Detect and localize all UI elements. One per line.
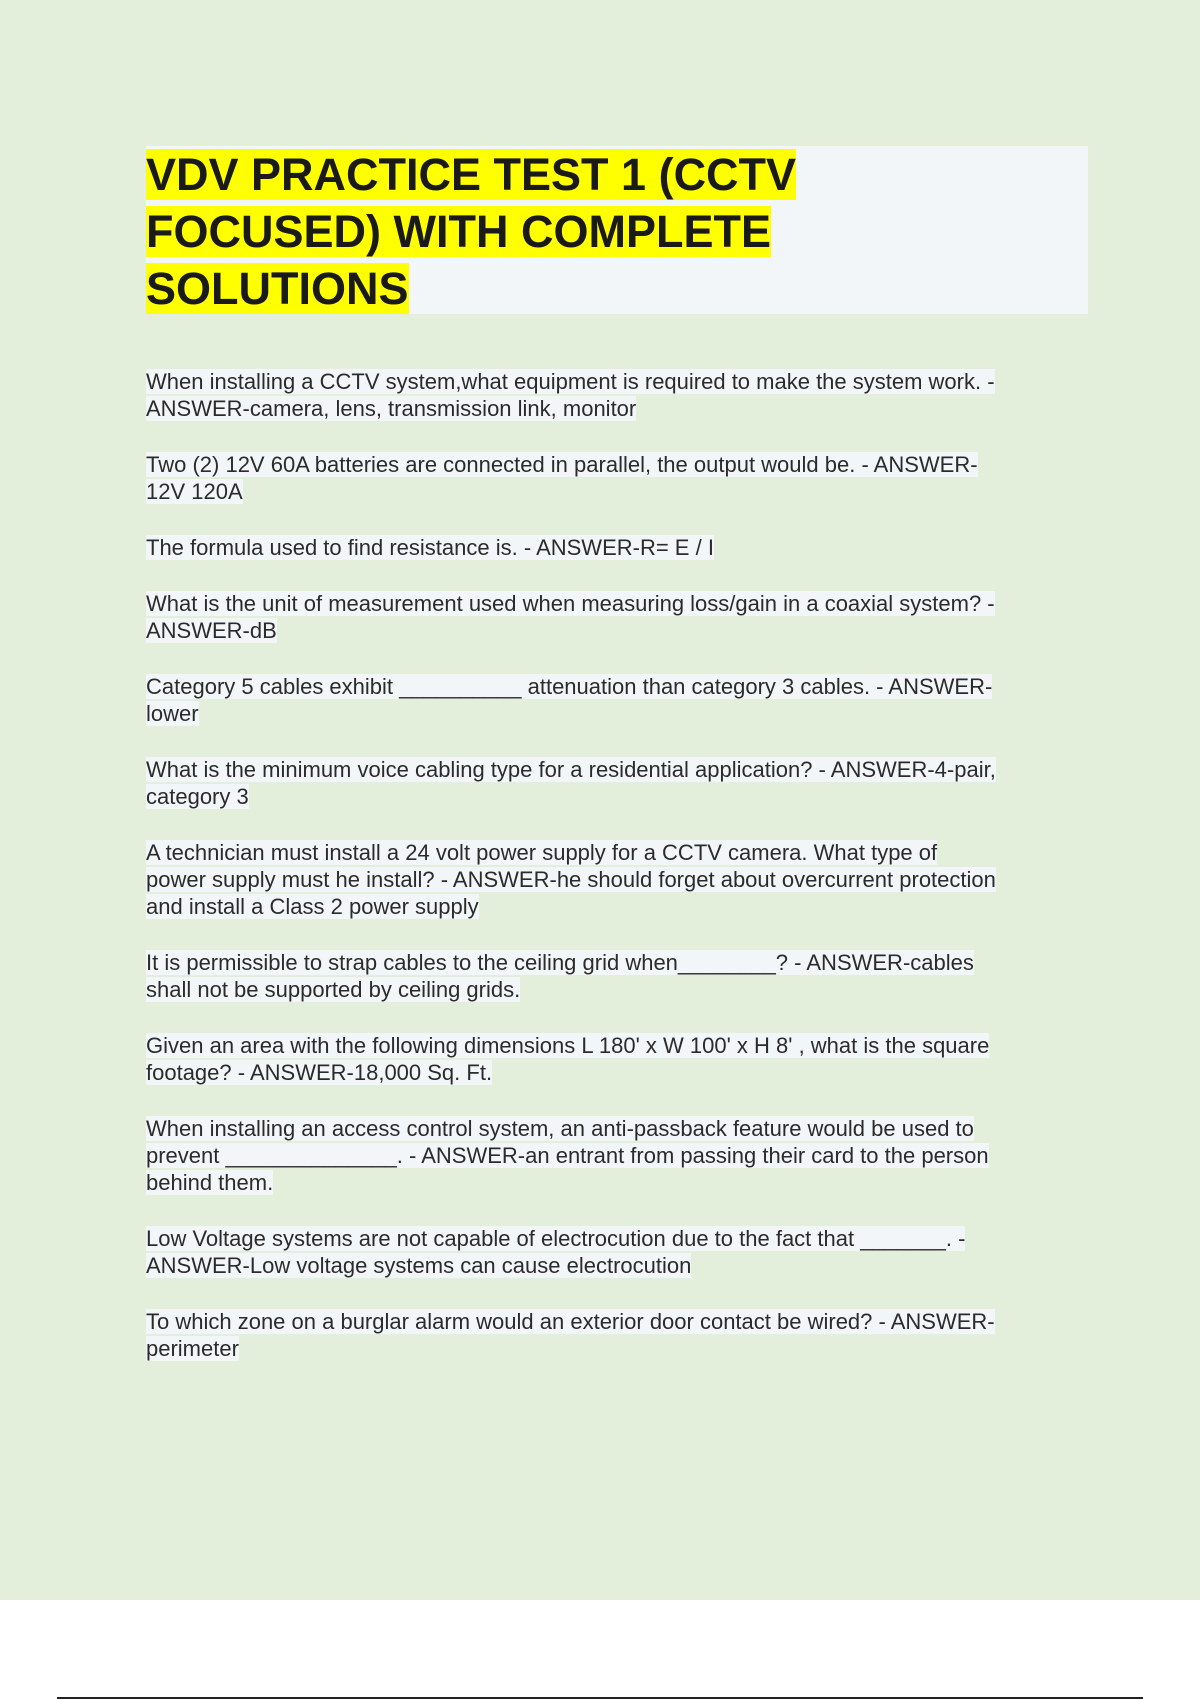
question-item-5 bbox=[146, 673, 1088, 727]
question-item-9 bbox=[146, 1032, 1088, 1086]
question-text-line: behind them. bbox=[146, 1170, 274, 1195]
question-text-line: prevent ______________. - ANSWER-an entrant from passing their card to the person bbox=[146, 1143, 989, 1168]
document-body bbox=[146, 146, 1088, 1391]
question-text-line: A technician must install a 24 volt power supply for a CCTV camera. What type of bbox=[146, 840, 938, 865]
question-text-line: What is the unit of measurement used when measuring loss/gain in a coaxial system? - bbox=[146, 591, 995, 616]
footer-divider bbox=[57, 1697, 1143, 1699]
question-text-line: It is permissible to strap cables to the ceiling grid when________? - ANSWER-cables bbox=[146, 950, 974, 975]
question-text-line: category 3 bbox=[146, 784, 249, 809]
title-line: SOLUTIONS bbox=[146, 263, 409, 314]
question-text-line: footage? - ANSWER-18,000 Sq. Ft. bbox=[146, 1060, 493, 1085]
question-item-3 bbox=[146, 534, 1088, 561]
question-text-line: lower bbox=[146, 701, 199, 726]
question-text-line: ANSWER-camera, lens, transmission link, monitor bbox=[146, 396, 637, 421]
question-text-line: 12V 120A bbox=[146, 479, 243, 504]
question-text-line: When installing a CCTV system,what equipment is required to make the system work. - bbox=[146, 369, 995, 394]
question-text-line: Low Voltage systems are not capable of electrocution due to the fact that _______. - bbox=[146, 1226, 966, 1251]
question-text-line: and install a Class 2 power supply bbox=[146, 894, 479, 919]
question-text-line: perimeter bbox=[146, 1336, 239, 1361]
question-text-line: power supply must he install? - ANSWER-he should forget about overcurrent protection bbox=[146, 867, 996, 892]
question-item-8 bbox=[146, 949, 1088, 1003]
question-text-line: shall not be supported by ceiling grids. bbox=[146, 977, 521, 1002]
question-text-line: What is the minimum voice cabling type for a residential application? - ANSWER-4-pair, bbox=[146, 757, 996, 782]
title-line: FOCUSED) WITH COMPLETE bbox=[146, 206, 771, 257]
question-item-10 bbox=[146, 1115, 1088, 1196]
question-item-7 bbox=[146, 839, 1088, 920]
question-text-line: Category 5 cables exhibit __________ attenuation than category 3 cables. - ANSWER- bbox=[146, 674, 993, 699]
question-item-11 bbox=[146, 1225, 1088, 1279]
question-text-line: ANSWER-dB bbox=[146, 618, 277, 643]
question-text-line: Given an area with the following dimensions L 180' x W 100' x H 8' , what is the square bbox=[146, 1033, 990, 1058]
question-text-line: ANSWER-Low voltage systems can cause electrocution bbox=[146, 1253, 692, 1278]
question-item-12 bbox=[146, 1308, 1088, 1362]
title-block bbox=[146, 146, 1088, 314]
question-item-2 bbox=[146, 451, 1088, 505]
question-item-4 bbox=[146, 590, 1088, 644]
question-item-1 bbox=[146, 368, 1088, 422]
question-text-line: When installing an access control system, an anti-passback feature would be used to bbox=[146, 1116, 974, 1141]
document-title bbox=[146, 146, 1088, 317]
question-item-6 bbox=[146, 756, 1088, 810]
question-text-line: The formula used to find resistance is. - ANSWER-R= E / I bbox=[146, 535, 714, 560]
title-line: VDV PRACTICE TEST 1 (CCTV bbox=[146, 149, 797, 200]
question-text-line: To which zone on a burglar alarm would an exterior door contact be wired? - ANSWER- bbox=[146, 1309, 995, 1334]
question-text-line: Two (2) 12V 60A batteries are connected in parallel, the output would be. - ANSWER- bbox=[146, 452, 978, 477]
question-list bbox=[146, 368, 1088, 1362]
